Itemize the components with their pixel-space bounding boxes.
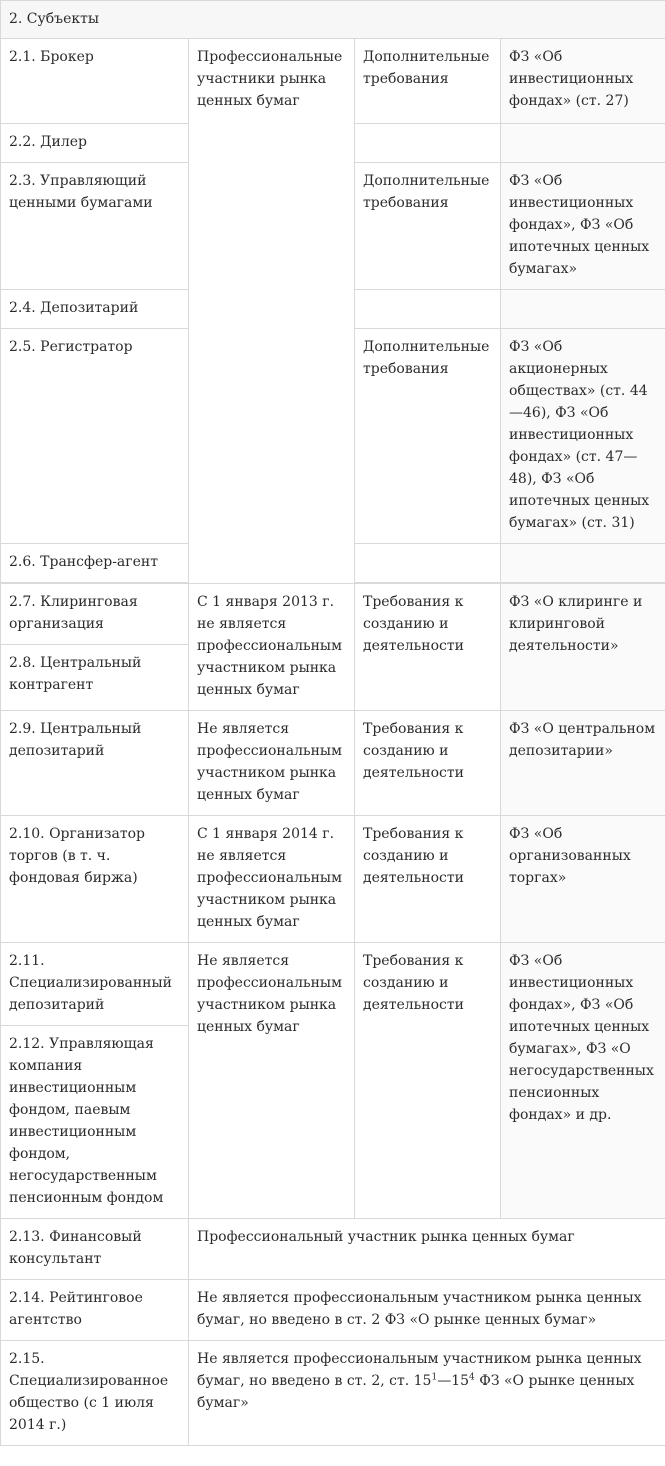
subject-status: Профессиональный участник рынка ценных бумаг bbox=[189, 1219, 665, 1280]
subject-status: С 1 января 2013 г. не является профессиональным участником рынка ценных бумаг bbox=[189, 584, 355, 711]
status-text: Не является профессиональным участником рынка ценных бумаг, но введено в ст. 2, ст. 15 bbox=[197, 1351, 642, 1389]
table-row bbox=[1, 943, 665, 1026]
section-row bbox=[1, 1, 665, 39]
subject-requirements bbox=[355, 124, 501, 163]
subject-name: 2.10. Организатор торгов (в т. ч. фондовая биржа) bbox=[1, 816, 189, 943]
table-row bbox=[1, 584, 665, 645]
subject-law: ФЗ «О клиринге и клиринговой деятельности» bbox=[501, 584, 665, 711]
superscript: 4 bbox=[469, 1372, 475, 1383]
subject-requirements: Дополнительные требования bbox=[355, 329, 501, 544]
subject-requirements: Требования к созданию и деятельности bbox=[355, 711, 501, 816]
subject-name: 2.13. Финансовый консультант bbox=[1, 1219, 189, 1280]
subject-status: Не является профессиональным участником рынка ценных бумаг bbox=[189, 943, 355, 1219]
subject-name: 2.5. Регистратор bbox=[1, 329, 189, 544]
subject-law: ФЗ «Об организованных торгах» bbox=[501, 816, 665, 943]
subject-status: Не является профессиональным участником рынка ценных бумаг, но введено в ст. 2 ФЗ «О рынке ценных бумаг» bbox=[189, 1280, 665, 1341]
subject-name: 2.8. Центральный контрагент bbox=[1, 645, 189, 711]
table-row bbox=[1, 1219, 665, 1280]
subject-requirements: Требования к созданию и деятельности bbox=[355, 816, 501, 943]
subject-requirements: Требования к созданию и деятельности bbox=[355, 943, 501, 1219]
subject-name: 2.12. Управляющая компания инвестиционным фондом, паевым инвестиционным фондом, негосударственным пенсионным фондом bbox=[1, 1026, 189, 1219]
subject-requirements: Требования к созданию и деятельности bbox=[355, 584, 501, 711]
table-row bbox=[1, 1341, 665, 1446]
subject-name: 2.3. Управляющий ценными бумагами bbox=[1, 163, 189, 290]
subject-law: ФЗ «Об акционерных обществах» (ст. 44—46), ФЗ «Об инвестиционных фондах» (ст. 47—48), ФЗ «Об ипотечных ценных бумагах» (ст. 31) bbox=[501, 329, 665, 544]
subject-requirements bbox=[355, 544, 501, 583]
subject-name: 2.4. Депозитарий bbox=[1, 290, 189, 329]
subject-status bbox=[189, 1341, 665, 1446]
subject-name: 2.15. Специализированное общество (с 1 июля 2014 г.) bbox=[1, 1341, 189, 1446]
subject-requirements: Дополнительные требования bbox=[355, 39, 501, 124]
table-row bbox=[1, 816, 665, 943]
subject-law bbox=[501, 290, 665, 329]
subject-law: ФЗ «О центральном депозитарии» bbox=[501, 711, 665, 816]
subject-law: ФЗ «Об инвестиционных фондах» (ст. 27) bbox=[501, 39, 665, 124]
subject-name: 2.1. Брокер bbox=[1, 39, 189, 124]
subject-name: 2.14. Рейтинговое агентство bbox=[1, 1280, 189, 1341]
subject-name: 2.11. Специализированный депозитарий bbox=[1, 943, 189, 1026]
table-row bbox=[1, 711, 665, 816]
subject-law: ФЗ «Об инвестиционных фондах», ФЗ «Об ипотечных ценных бумагах», ФЗ «О негосударственных пенсионных фондах» и др. bbox=[501, 943, 665, 1219]
subject-name: 2.6. Трансфер-агент bbox=[1, 544, 189, 583]
subject-law: ФЗ «Об инвестиционных фондах», ФЗ «Об ипотечных ценных бумагах» bbox=[501, 163, 665, 290]
status-text: —15 bbox=[437, 1373, 470, 1389]
subject-requirements: Дополнительные требования bbox=[355, 163, 501, 290]
section-title: 2. Субъекты bbox=[1, 1, 665, 39]
subject-law bbox=[501, 124, 665, 163]
subject-status: Профессиональные участники рынка ценных бумаг bbox=[189, 39, 355, 584]
subject-status: С 1 января 2014 г. не является профессиональным участником рынка ценных бумаг bbox=[189, 816, 355, 943]
subject-name: 2.9. Центральный депозитарий bbox=[1, 711, 189, 816]
table-row bbox=[1, 39, 665, 124]
superscript: 1 bbox=[431, 1372, 438, 1383]
subject-name: 2.2. Дилер bbox=[1, 124, 189, 163]
status-text: ФЗ «О рынке ценных бумаг» bbox=[197, 1373, 635, 1411]
subject-law bbox=[501, 544, 665, 583]
subject-status: Не является профессиональным участником рынка ценных бумаг bbox=[189, 711, 355, 816]
subject-name: 2.7. Клиринговая организация bbox=[1, 584, 189, 645]
subject-requirements bbox=[355, 290, 501, 329]
table-row bbox=[1, 1280, 665, 1341]
